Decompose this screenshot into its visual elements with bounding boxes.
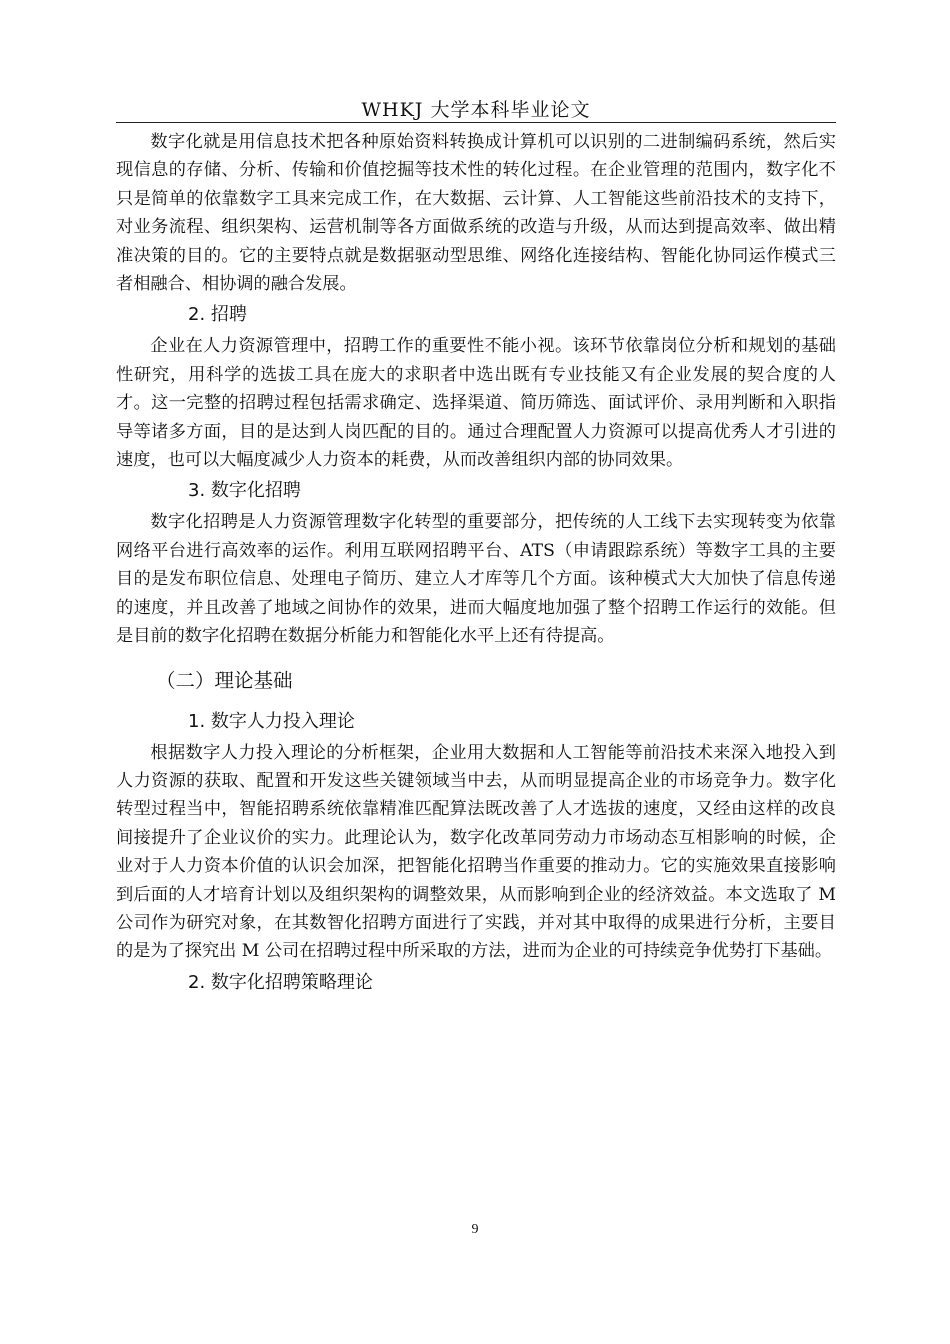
heading-digital-hr-investment-theory: 1. 数字人力投入理论 [188, 710, 355, 732]
section-heading-theory: （二）理论基础 [156, 668, 293, 692]
paragraph-recruitment: 企业在人力资源管理中，招聘工作的重要性不能小视。该环节依靠岗位分析和规划的基础性研究，用科学的选拔工具在庞大的求职者中选出既有专业技能又有企业发展的契合度的人才。这一完整的招聘过程包括需求确定、选择渠道、简历筛选、面试评价、录用判断和入职指导等诸多方面，目的是达到人岗匹配的目的。通过合理配置人力资源可以提高优秀人才引进的速度，也可以大幅度减少人力资本的耗费，从而改善组织内部的协同效果。 [116, 336, 836, 471]
paragraph-digital-recruitment: 数字化招聘是人力资源管理数字化转型的重要部分，把传统的人工线下去实现转变为依靠网络平台进行高效率的运作。利用互联网招聘平台、ATS（申请跟踪系统）等数字工具的主要目的是发布职位信息、处理电子简历、建立人才库等几个方面。该种模式大大加快了信息传递的速度，并且改善了地域之间协作的效果，进而大幅度地加强了整个招聘工作运行的效能。但是目前的数字化招聘在数据分析能力和智能化水平上还有待提高。 [116, 512, 836, 647]
heading-digital-recruitment: 3. 数字化招聘 [188, 480, 301, 502]
page-body [116, 128, 836, 1000]
heading-recruitment: 2. 招聘 [188, 304, 247, 326]
paragraph-digitalization-definition: 数字化就是用信息技术把各种原始资料转换成计算机可以识别的二进制编码系统，然后实现信息的存储、分析、传输和价值挖掘等技术性的转化过程。在企业管理的范围内，数字化不只是简单的依靠数字工具来完成工作，在大数据、云计算、人工智能这些前沿技术的支持下，对业务流程、组织架构、运营机制等各方面做系统的改造与升级，从而达到提高效率、做出精准决策的目的。它的主要特点就是数据驱动型思维、网络化连接结构、智能化协同运作模式三者相融合、相协调的融合发展。 [116, 132, 836, 295]
page-number: 9 [471, 1222, 479, 1237]
paragraph-digital-hr-investment-theory: 根据数字人力投入理论的分析框架，企业用大数据和人工智能等前沿技术来深入地投入到人力资源的获取、配置和开发这些关键领域当中去，从而明显提高企业的市场竞争力。数字化转型过程当中，智能招聘系统依靠精准匹配算法既改善了人才选拔的速度，又经由这样的改良间接提升了企业议价的实力。此理论认为，数字化改革同劳动力市场动态互相影响的时候，企业对于人力资本价值的认识会加深，把智能化招聘当作重要的推动力。它的实施效果直接影响到后面的人才培育计划以及组织架构的调整效果，从而影响到企业的经济效益。本文选取了 M 公司作为研究对象，在其数智化招聘方面进行了实践，并对其中取得的成果进行分析，主要目的是为了探究出 M 公司在招聘过程中所采取的方法，进而为企业的可持续竞争优势打下基础。 [116, 742, 836, 962]
heading-digital-recruitment-strategy-theory: 2. 数字化招聘策略理论 [188, 971, 373, 993]
running-header: WHKJ 大学本科毕业论文 [361, 99, 591, 121]
header-rule [116, 122, 836, 123]
